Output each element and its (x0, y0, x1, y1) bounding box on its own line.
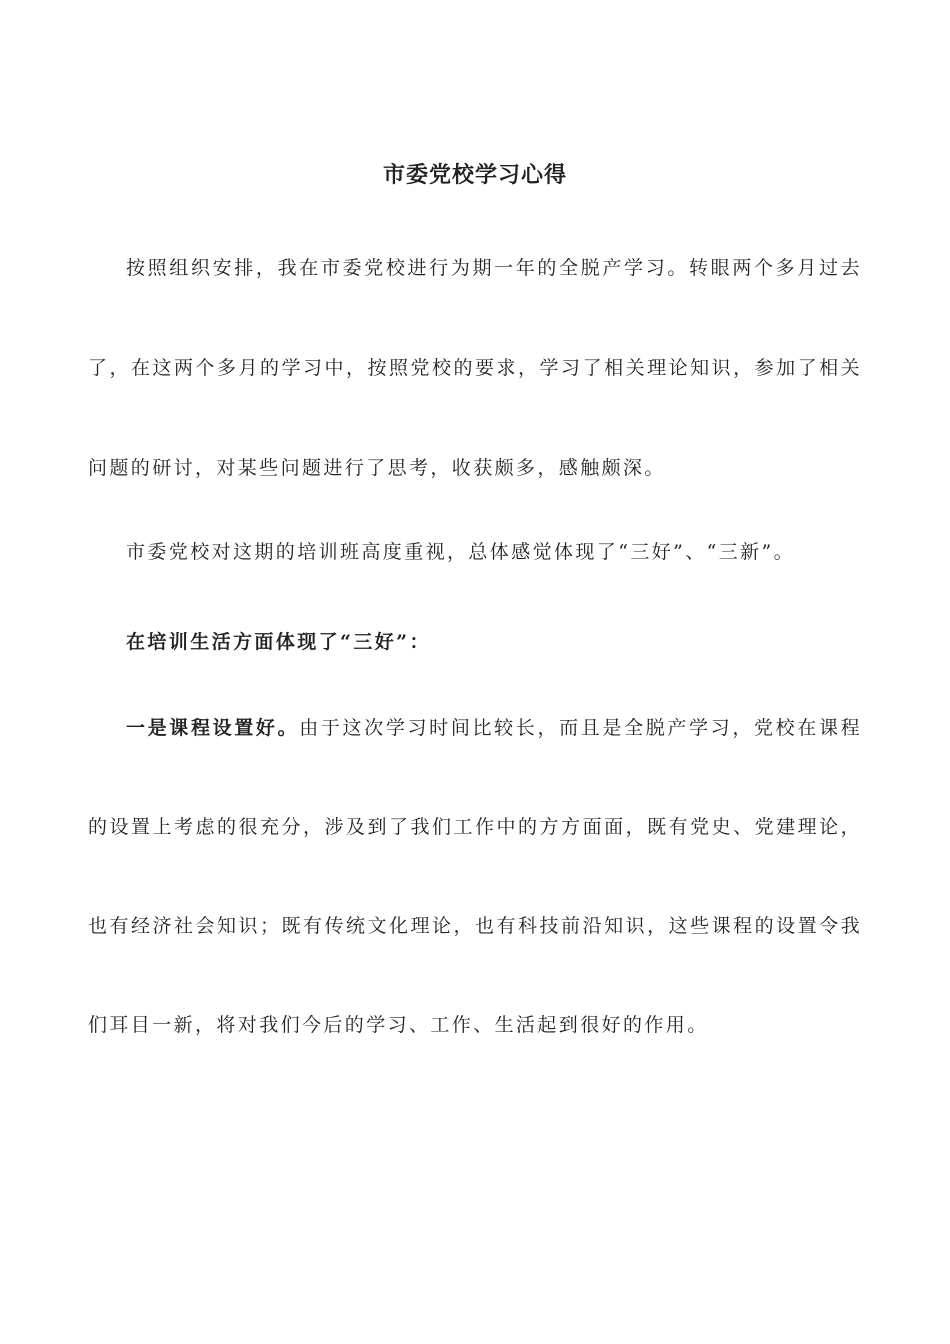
document-title: 市委党校学习心得 (382, 162, 567, 188)
paragraph-intro: 按照组织安排，我在市委党校进行为期一年的全脱产学习。转眼两个多月过去了，在这两个多月的学习中，按照党校的要求，学习了相关理论知识，参加了相关问题的研讨，对某些问题进行了思考，收获颇多，感触颇深。 (88, 257, 862, 479)
section-heading: 在培训生活方面体现了“三好”： (126, 631, 431, 653)
point-one-lead: 一是课程设置好。 (126, 717, 300, 739)
paragraph-summary: 市委党校对这期的培训班高度重视，总体感觉体现了“三好”、“三新”。 (126, 541, 796, 563)
point-one-body: 由于这次学习时间比较长，而且是全脱产学习，党校在课程的设置上考虑的很充分，涉及到了我们工作中的方方面面，既有党史、党建理论，也有经济社会知识；既有传统文化理论，也有科技前沿知识，这些课程的设置令我们耳目一新，将对我们今后的学习、工作、生活起到很好的作用。 (88, 717, 863, 1036)
paragraph-point-one (88, 679, 862, 1075)
